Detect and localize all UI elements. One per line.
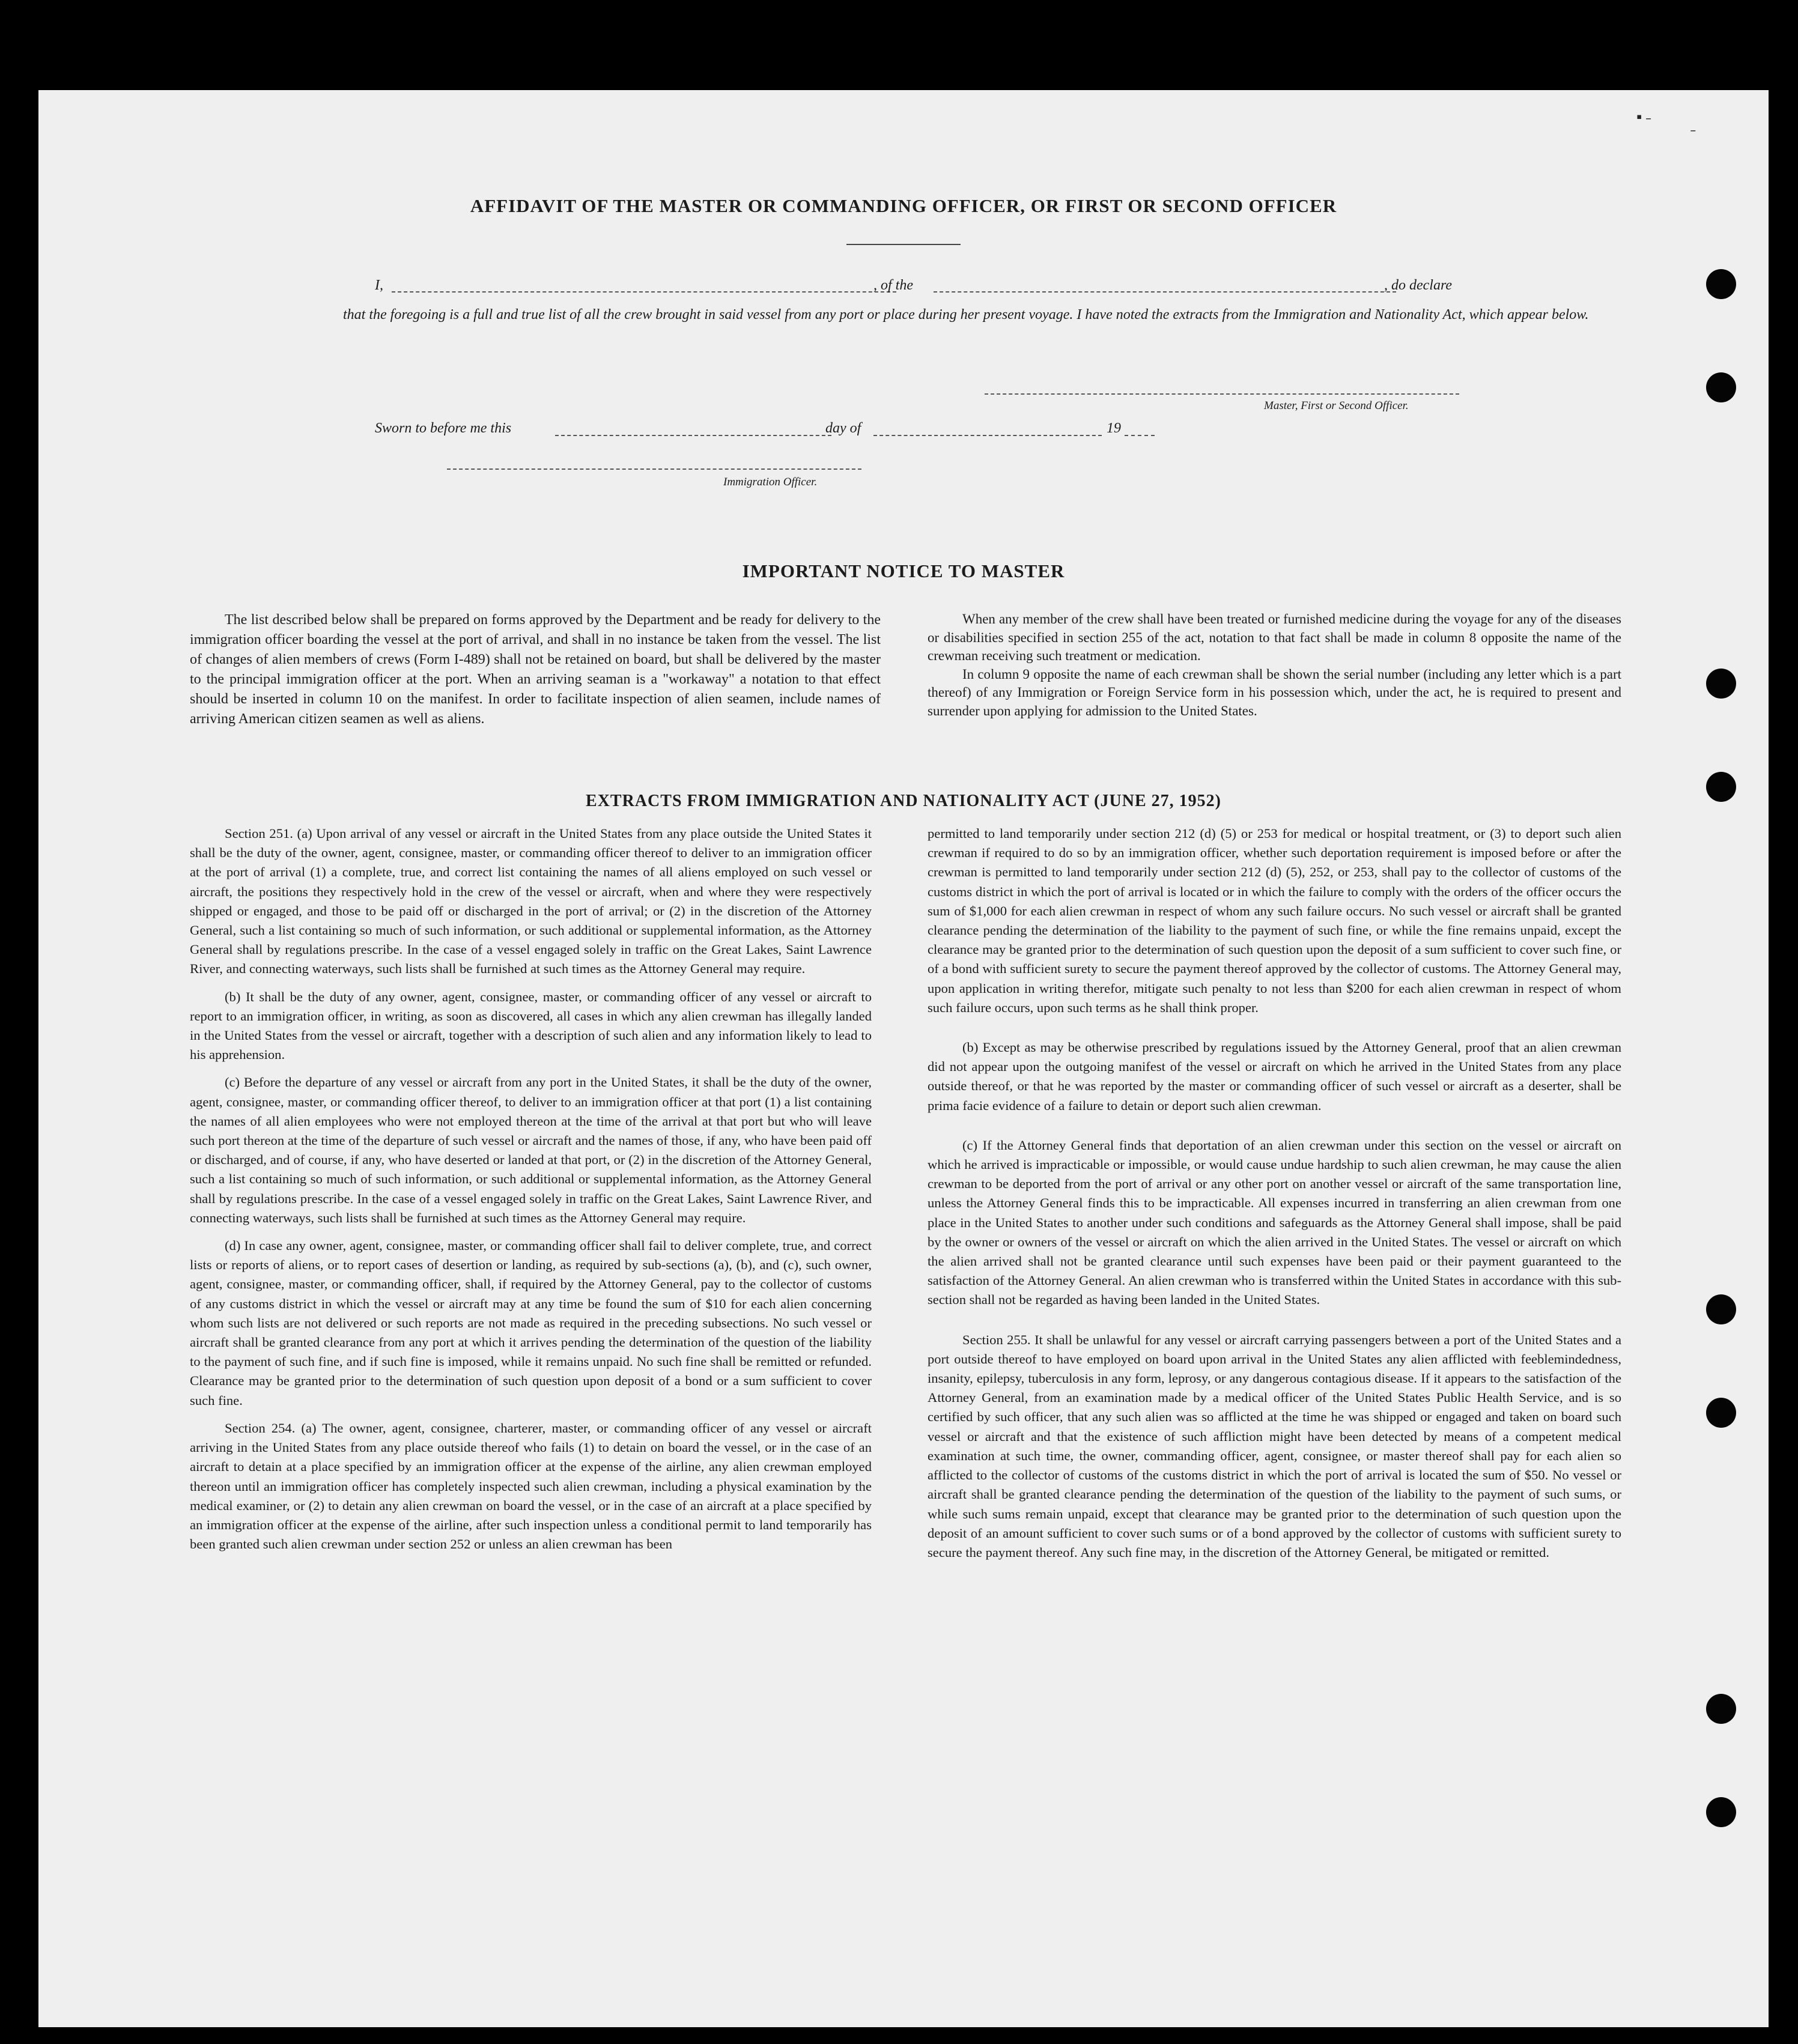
punch-hole (1706, 372, 1736, 402)
year-prefix: 19 (1107, 420, 1121, 436)
sworn-year-field[interactable] (1125, 435, 1155, 436)
vessel-name-field[interactable] (934, 291, 1396, 293)
punch-hole (1706, 1398, 1736, 1428)
day-of-label: day of (825, 420, 861, 436)
punch-hole (1706, 269, 1736, 299)
affiant-label: I, (375, 277, 383, 293)
notice-title: IMPORTANT NOTICE TO MASTER (742, 560, 1065, 581)
notice-right-column (928, 610, 1621, 720)
title-underline (846, 244, 961, 245)
extracts-right-column (928, 824, 1621, 1562)
extracts-title: EXTRACTS FROM IMMIGRATION AND NATIONALITY ACT (JUNE 27, 1952) (586, 792, 1221, 810)
form-page (38, 90, 1769, 2027)
affiant-name-field[interactable] (392, 291, 896, 293)
notice-left-paragraph: The list described below shall be prepared on forms approved by the Department and be ready for delivery to the immigration officer boarding the vessel at the port of arrival, and shall in no instance be taken from the vessel. The list of changes of alien members of crews (Form I-489) shall not be retained on board, but shall be delivered by the master to the principal immigration officer at the port. When an arriving seaman is a "workaway" a notation to that effect should be inserted in column 10 on the manifest. In order to facilitate inspection of alien seamen, include names of arriving American citizen seamen as well as aliens. (190, 612, 881, 727)
section-254-a: Section 254. (a) The owner, agent, consignee, charterer, master, or commanding officer of any vessel or aircraft arriving in the United States from any place outside thereof who fails (1) to detain on board the vessel, or in the case of an aircraft to detain at a place specified by an immigration officer at the expense of the airline, any alien crewman employed thereon until an immigration officer has completely inspected such alien crewman, including a physical examination by the medical examiner, or (2) to detain any alien crewman on board the vessel, or in the case of an aircraft at a place specified by an immigration officer at the expense of the airline, after such inspection unless a conditional permit to land temporarily has been granted such alien crewman under section 252 or unless an alien crewman has been (190, 1420, 872, 1552)
punch-hole (1706, 1797, 1736, 1827)
punch-hole (1706, 669, 1736, 699)
signature-line[interactable] (985, 393, 1459, 395)
notice-left-column (190, 610, 881, 729)
immigration-officer-line[interactable] (447, 469, 861, 470)
do-declare-label: , do declare (1384, 277, 1453, 293)
sworn-month-field[interactable] (873, 435, 1102, 436)
signature-label: Master, First or Second Officer. (1264, 399, 1409, 412)
section-255: Section 255. It shall be unlawful for any vessel or aircraft carrying passengers between a port of the United States and a port outside thereof to have employed on board upon arrival in the United States any alien afflicted with feeblemindedness, insanity, epilepsy, tuberculosis in any form, leprosy, or any dangerous contagious disease. If it appears to the satisfaction of the Attorney General, from an examination made by a medical officer of the United States Public Health Service, and is so certified by such officer, that any such alien was so afflicted at the time he was shipped or engaged and taken on board such vessel or aircraft and that the existence of such affliction might have been detected by means of a competent medical examination at such time, the owner, commanding officer, agent, consignee, or master thereof shall pay for each alien so afflicted to the collector of customs of the customs district in which the port of arrival is located the sum of $50. No vessel or aircraft shall be granted clearance pending the determination of the question of the liability to the payment of such sums, or while such sums remain unpaid, except that clearance may be granted prior to the determination of such question upon the deposit of an amount sufficient to cover such sums or of a bond approved by the collector of customs with sufficient surety to secure the payment thereof. Any such fine may, in the discretion of the Attorney General, be mitigated or remitted. (928, 1332, 1621, 1560)
corner-mark: ▪ ˗ (1636, 108, 1651, 126)
extracts-left-column (190, 824, 872, 1554)
punch-hole (1706, 1294, 1736, 1324)
immigration-officer-label: Immigration Officer. (723, 476, 818, 488)
section-251-a: Section 251. (a) Upon arrival of any vessel or aircraft in the United States from any place outside the United States it shall be the duty of the owner, agent, consignee, master, or commanding officer thereof to deliver to an immigration officer at the port of arrival (1) a complete, true, and correct list containing the names of all aliens employed on such vessel or aircraft, the positions they respectively hold in the crew of the vessel or aircraft, when and where they were respectively shipped or engaged, and those to be paid off or discharged in the port of arrival; or (2) in the discretion of the Attorney General, such a list containing so much of such information, or such additional or supplemental information, as the Attorney General shall by regulations prescribe. In the case of a vessel engaged solely in traffic on the Great Lakes, Saint Lawrence River, and connecting waterways, such lists shall be furnished at such times as the Attorney General may require. (190, 826, 872, 977)
section-254-b: (b) Except as may be otherwise prescribed by regulations issued by the Attorney General, proof that an alien crewman did not appear upon the outgoing manifest of the vessel or aircraft on which he arrived in the United States from any place outside thereof, or that he was reported by the master or commanding officer of such vessel or aircraft as a deserter, shall be prima facie evidence of a failure to detain or deport such alien crewman. (928, 1040, 1621, 1113)
sworn-text: Sworn to before me this (375, 420, 512, 436)
section-251-d: (d) In case any owner, agent, consignee, master, or commanding officer shall fail to deliver complete, true, and correct lists or reports of aliens, or to report cases of desertion or landing, as required by sub-sections (a), (b), and (c), such owner, agent, consignee, master, or commanding officer, shall, if required by the Attorney General, pay to the collector of customs of any customs district in which the vessel or aircraft may at any time be found the sum of $10 for each alien concerning whom such lists are not delivered or such reports are not made as required in the preceding subsections. No such vessel or aircraft shall be granted clearance from any port at which it arrives pending the determination of the question of the liability to the payment of such fine, and if such fine is imposed, while it remains unpaid. No such fine shall be remitted or refunded. Clearance may be granted prior to the determination of such question upon deposit of a bond or a sum sufficient to cover such fine. (190, 1238, 872, 1408)
notice-right-paragraph-1: When any member of the crew shall have been treated or furnished medicine during the voyage for any of the diseases or disabilities specified in section 255 of the act, notation to that fact shall be made in column 8 opposite the name of the crewman receiving such treatment or medication. (928, 611, 1621, 663)
sworn-day-field[interactable] (555, 435, 831, 436)
affidavit-title: AFFIDAVIT OF THE MASTER OR COMMANDING OFFICER, OR FIRST OR SECOND OFFICER (470, 195, 1337, 216)
punch-hole (1706, 1694, 1736, 1724)
corner-mark: ˗ (1690, 120, 1696, 138)
of-the-label: , of the (873, 277, 913, 293)
notice-right-paragraph-2: In column 9 opposite the name of each crewman shall be shown the serial number (including any letter which is a part thereof) of any Immigration or Foreign Service form in his possession which, under the act, he is required to present and surrender upon applying for admission to the United States. (928, 666, 1621, 718)
section-251-b: (b) It shall be the duty of any owner, agent, consignee, master, or commanding officer of any vessel or aircraft to report to an immigration officer, in writing, as soon as discovered, all cases in which any alien crewman has illegally landed in the United States from the vessel or aircraft, together with a description of such alien and any information likely to lead to his apprehension. (190, 989, 872, 1063)
section-254-c: (c) If the Attorney General finds that deportation of an alien crewman under this section on the vessel or aircraft on which he arrived is impracticable or impossible, or would cause undue hardship to such alien crewman, he may cause the alien crewman to be deported from the port of arrival or any other port on another vessel or aircraft of the same transportation line, unless the Attorney General finds this to be impracticable. All expenses incurred in transferring an alien crewman from one place in the United States to another under such conditions and safeguards as the Attorney General shall impose, shall be paid by the owner or owners of the vessel or aircraft on which the alien arrived in the United States. The vessel or aircraft on which the alien arrived shall not be granted clearance until such expenses have been paid or their payment guaranteed to the satisfaction of the Attorney General. An alien crewman who is transferred within the United States in accordance with this sub-section shall not be regarded as having been landed in the United States. (928, 1137, 1621, 1308)
declaration-text: that the foregoing is a full and true list of all the crew brought in said vessel from any port or place during her present voyage. I have noted the extracts from the Immigration and Nationality Act, which appear below. (343, 307, 1589, 323)
section-254-a-continued: permitted to land temporarily under section 212 (d) (5) or 253 for medical or hospital treatment, or (3) to deport such alien crewman if required to do so by an immigration officer, whether such deportation requirement is imposed before or after the crewman is permitted to land temporarily under section 212 (d) (5), 252, or 253, shall pay to the collector of customs of the customs district in which the port of arrival is located or in which the failure to comply with the orders of the officer occurs the sum of $1,000 for each alien crewman in respect of whom any such failure occurs. No such vessel or aircraft shall be granted clearance pending the determination of the liability to the payment of such fine, or while the fine remains unpaid, except the clearance may be granted prior to the determination of such question upon the deposit of a sum sufficient to cover such fine, or of a bond with sufficient surety to secure the payment thereof approved by the collector of customs. The Attorney General may, upon application in writing therefor, mitigate such penalty to not less than $200 for each alien crewman in respect of whom such failure occurs, upon such terms as he shall think proper. (928, 826, 1621, 1015)
section-251-c: (c) Before the departure of any vessel or aircraft from any port in the United States, it shall be the duty of the owner, agent, consignee, master, or commanding officer thereof, to deliver to an immigration officer at that port (1) a list containing the names of all alien employees who were not employed thereon at the time of the arrival at that port but who will leave such port thereon at the time of the departure of such vessel or aircraft and the names of those, if any, who have been paid off or discharged, and of course, if any, who have deserted or landed at that port, or (2) in the discretion of the Attorney General, such a list containing so much of such information, or such additional or supplemental information, as the Attorney General shall by regulations prescribe. In the case of a vessel engaged solely in traffic on the Great Lakes, Saint Lawrence River, and connecting waterways, such lists shall be furnished at such times as the Attorney General may require. (190, 1075, 872, 1225)
